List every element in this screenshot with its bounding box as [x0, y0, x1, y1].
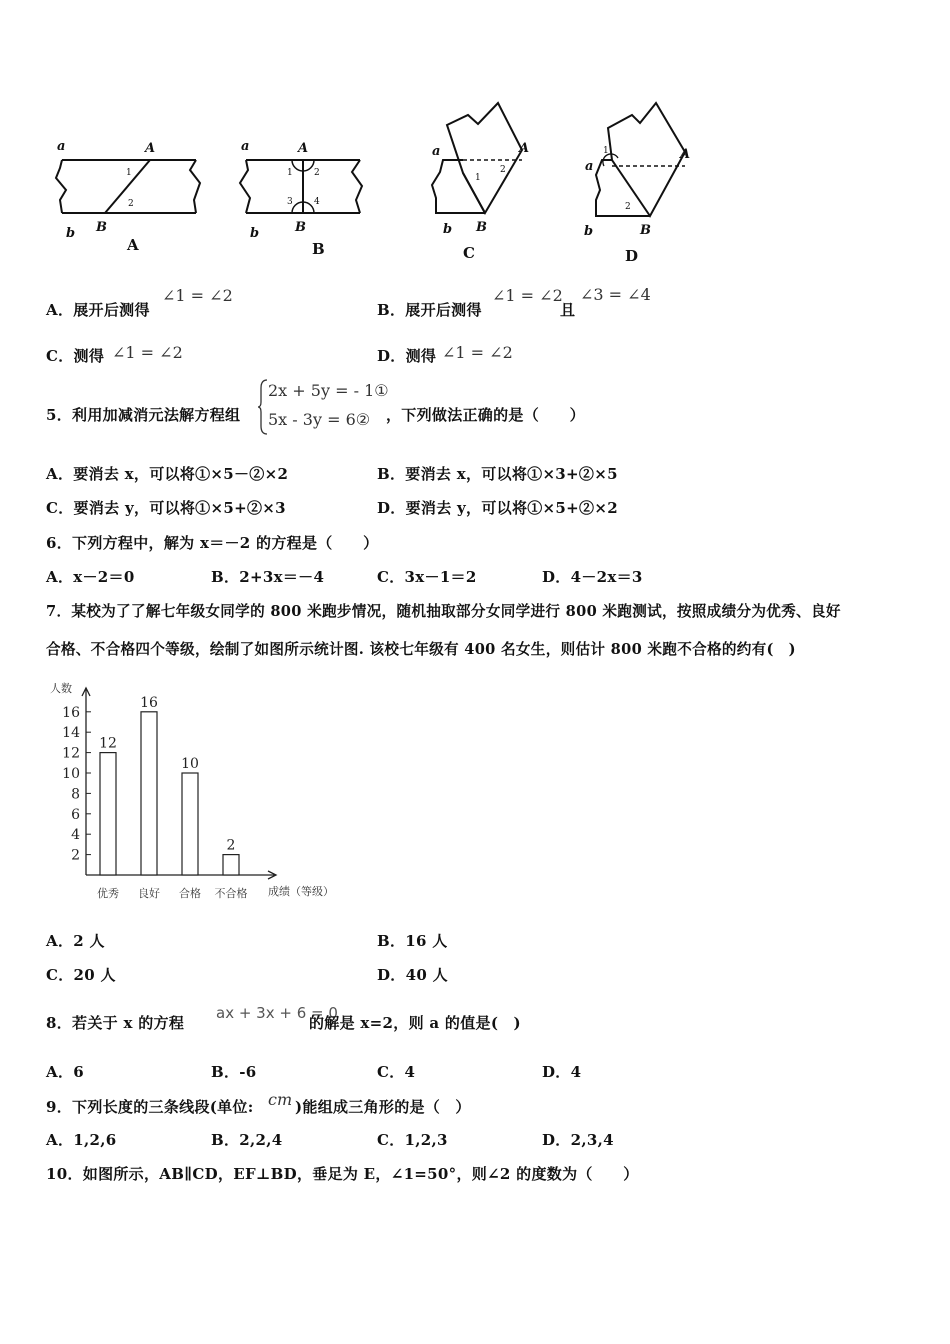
- q4-option-d-math: ∠1 = ∠2: [442, 343, 513, 362]
- chart-bar: [100, 753, 116, 875]
- q7-stem-line1: 7．某校为了了解七年级女同学的 800 米跑步情况，随机抽取部分女同学进行 800 米跑测试，按照成绩分为优秀、良好: [46, 603, 841, 620]
- q4-option-a: A．展开后测得: [46, 301, 150, 319]
- chart-y-tick-label: 2: [71, 847, 80, 864]
- q8-option-b: B．-6: [211, 1063, 257, 1081]
- fig-c-line-b: b: [443, 222, 453, 237]
- fig-b-angle-1: 1: [287, 168, 293, 178]
- chart-category-label: 不合格: [214, 887, 248, 900]
- q7-stem-line2: 合格、不合格四个等级，绘制了如图所示统计图. 该校七年级有 400 名女生，则估计 800 米跑不合格的约有( ): [46, 641, 796, 658]
- chart-y-tick-label: 10: [62, 766, 80, 782]
- q9-option-a: A．1,2,6: [46, 1131, 117, 1149]
- q4-option-d: D．测得: [377, 347, 437, 365]
- q8-option-a: A．6: [46, 1063, 84, 1081]
- fig-d-angle-1: 1: [603, 146, 609, 156]
- fig-d-point-a: A: [680, 147, 691, 162]
- q7-bar-chart: [40, 678, 360, 908]
- fig-a-point-b: B: [96, 220, 107, 235]
- q9-option-c: C．1,2,3: [377, 1131, 448, 1149]
- q8-option-c: C．4: [377, 1063, 416, 1081]
- fig-c-angle-1: 1: [475, 173, 481, 183]
- fig-c-line-a: a: [432, 144, 441, 159]
- fig-b-line-a: a: [241, 139, 250, 154]
- q5-option-c: C．要消去 y，可以将①×5+②×3: [46, 499, 286, 517]
- q7-option-c: C．20 人: [46, 966, 116, 984]
- fig-c-point-a: A: [519, 141, 530, 156]
- q9-unit: cm: [268, 1090, 293, 1109]
- chart-x-label: 成绩（等级）: [268, 885, 334, 898]
- fig-b-point-a: A: [298, 141, 309, 156]
- chart-data-label: 10: [181, 756, 199, 772]
- q6-option-a: A．x－2＝0: [46, 568, 135, 586]
- q5-stem-prefix: 5．利用加减消元法解方程组: [46, 406, 241, 424]
- figure-b-shape: [240, 160, 362, 213]
- fig-a-line-b: b: [66, 226, 76, 241]
- q5-stem-suffix: ，下列做法正确的是（ ）: [386, 406, 585, 424]
- q7-option-a: A．2 人: [46, 932, 105, 950]
- q8-equation: ax + 3x + 6 = 0: [216, 1004, 338, 1022]
- fig-a-line-a: a: [57, 139, 66, 154]
- fig-b-angle-3: 3: [287, 197, 293, 207]
- fig-b-point-b: B: [295, 220, 306, 235]
- q5-option-a: A．要消去 x，可以将①×5－②×2: [46, 465, 289, 483]
- fig-d-line-a: a: [585, 159, 594, 174]
- chart-bar: [141, 712, 157, 875]
- q8-stem-prefix: 8．若关于 x 的方程: [46, 1014, 185, 1032]
- q7-option-d: D．40 人: [377, 966, 448, 984]
- chart-category-label: 合格: [179, 887, 201, 900]
- figure-d-shape: [596, 103, 685, 216]
- q4-option-c: C．测得: [46, 347, 105, 365]
- q5-option-b: B．要消去 x，可以将①×3+②×5: [377, 465, 618, 483]
- q4-option-a-math: ∠1 = ∠2: [162, 286, 233, 305]
- chart-y-tick-label: 12: [62, 745, 80, 762]
- chart-category-label: 良好: [138, 887, 160, 900]
- fig-b-angle-4: 4: [314, 197, 320, 207]
- q7-option-b: B．16 人: [377, 932, 448, 950]
- q9-option-b: B．2,2,4: [211, 1131, 283, 1149]
- fig-c-point-b: B: [476, 220, 487, 235]
- chart-y-tick-label: 6: [71, 806, 80, 823]
- fig-b-caption: B: [312, 240, 325, 258]
- fig-c-angle-2: 2: [500, 165, 506, 175]
- q6-option-b: B．2+3x＝－4: [211, 568, 325, 586]
- fig-a-angle-2: 2: [128, 199, 134, 209]
- chart-category-label: 优秀: [97, 887, 119, 900]
- q9-stem-prefix: 9．下列长度的三条线段(单位:: [46, 1098, 254, 1116]
- q4-option-b-math2: ∠3 = ∠4: [580, 285, 651, 304]
- q4-option-b-math1: ∠1 = ∠2: [492, 286, 563, 305]
- q4-option-c-math: ∠1 = ∠2: [112, 343, 183, 362]
- chart-bar: [223, 855, 239, 875]
- fig-a-point-a: A: [145, 141, 156, 156]
- chart-y-tick-label: 4: [71, 827, 80, 844]
- chart-bar: [182, 773, 198, 875]
- q6-stem: 6．下列方程中，解为 x＝－2 的方程是（ ）: [46, 534, 379, 552]
- q5-option-d: D．要消去 y，可以将①×5+②×2: [377, 499, 618, 517]
- q9-stem-suffix: )能组成三角形的是（ ）: [295, 1098, 471, 1116]
- chart-data-label: 2: [226, 837, 236, 854]
- q4-figures: [0, 95, 720, 270]
- fig-d-angle-2: 2: [625, 202, 631, 212]
- chart-y-label: 人数: [50, 682, 72, 695]
- fig-d-point-b: B: [640, 223, 651, 238]
- q4-option-b: B．展开后测得: [377, 301, 482, 319]
- q8-option-d: D．4: [542, 1063, 582, 1081]
- q9-option-d: D．2,3,4: [542, 1131, 614, 1149]
- fig-d-caption: D: [625, 247, 639, 265]
- fig-b-line-b: b: [250, 226, 260, 241]
- chart-data-label: 16: [140, 694, 158, 711]
- q8-stem-suffix: 的解是 x=2，则 a 的值是( ): [309, 1014, 521, 1032]
- fig-a-caption: A: [127, 236, 139, 254]
- figure-c-shape: [432, 103, 522, 213]
- chart-y-tick-label: 16: [62, 704, 80, 721]
- fig-a-angle-1: 1: [126, 168, 132, 178]
- fig-b-angle-2: 2: [314, 168, 320, 178]
- chart-data-label: 12: [99, 735, 117, 752]
- q4-option-b-mid: 且: [560, 301, 576, 319]
- q5-equation-1: 2x + 5y = - 1①: [268, 381, 389, 400]
- chart-y-tick-label: 8: [71, 786, 80, 803]
- q5-equation-2: 5x - 3y = 6②: [268, 410, 371, 429]
- q6-option-c: C．3x－1＝2: [377, 568, 477, 586]
- q6-option-d: D．4－2x＝3: [542, 568, 643, 586]
- fig-c-caption: C: [463, 244, 475, 262]
- chart-y-tick-label: 14: [62, 725, 80, 742]
- q10-stem: 10．如图所示，AB∥CD，EF⊥BD，垂足为 E，∠1=50°，则∠2 的度数为（ ）: [46, 1165, 639, 1183]
- fig-d-line-b: b: [584, 224, 594, 239]
